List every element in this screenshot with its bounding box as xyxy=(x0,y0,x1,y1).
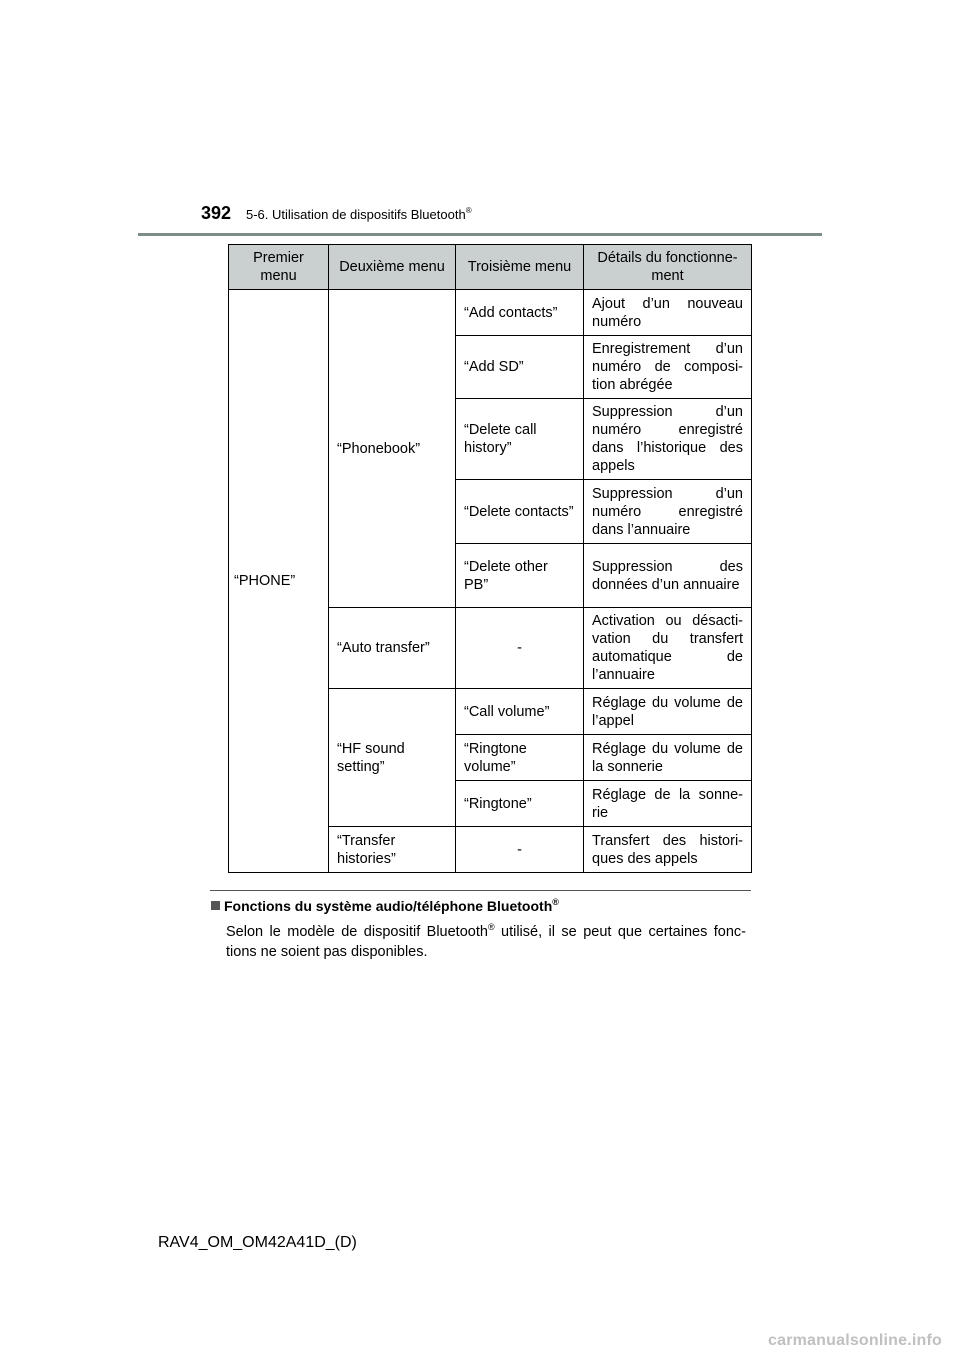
second-menu-cell: “Transfer histories” xyxy=(329,827,456,873)
header-rule xyxy=(138,233,822,236)
third-menu-cell: “Add contacts” xyxy=(456,290,584,336)
detail-cell: Ajout d’un nouveau numéro xyxy=(584,290,752,336)
col-header-details: Détails du fonctionne-ment xyxy=(584,245,752,290)
note-body xyxy=(226,917,746,962)
third-menu-cell: “Delete contacts” xyxy=(456,480,584,544)
section-title-text: 5-6. Utilisation de dispositifs Bluetooth xyxy=(246,207,466,222)
third-menu-cell: “Delete other PB” xyxy=(456,544,584,608)
note-body-text-cont: utilisé, il se peut que certaines fonc-tions ne soient pas disponibles. xyxy=(226,924,746,960)
first-menu-cell: “PHONE” xyxy=(229,290,329,873)
detail-cell: Activation ou désacti-vation du transfert automatique de l’annuaire xyxy=(584,608,752,689)
second-menu-cell: “Auto transfer” xyxy=(329,608,456,689)
col-header-second-menu: Deuxième menu xyxy=(329,245,456,290)
registered-mark: ® xyxy=(465,206,472,215)
note-rule xyxy=(210,890,751,891)
third-menu-cell: - xyxy=(456,827,584,873)
third-menu-cell: “Ringtone” xyxy=(456,781,584,827)
detail-cell: Transfert des histori-ques des appels xyxy=(584,827,752,873)
third-menu-cell: “Ringtone volume” xyxy=(456,735,584,781)
third-menu-cell: “Delete call history” xyxy=(456,399,584,480)
detail-cell: Suppression d’un numéro enregistré dans l’historique des appels xyxy=(584,399,752,480)
square-bullet-icon xyxy=(211,901,220,910)
menu-table xyxy=(228,244,752,873)
second-menu-cell: “Phonebook” xyxy=(329,290,456,608)
third-menu-cell: - xyxy=(456,608,584,689)
col-header-first-menu: Premier menu xyxy=(229,245,329,290)
note-heading-text: Fonctions du système audio/téléphone Bluetooth xyxy=(224,898,553,914)
detail-cell: Enregistrement d’un numéro de composi-tion abrégée xyxy=(584,336,752,399)
watermark: carmanualsonline.info xyxy=(768,1332,943,1349)
table-header-row xyxy=(229,245,752,290)
detail-cell: Réglage de la sonne-rie xyxy=(584,781,752,827)
note-body-text: Selon le modèle de dispositif Bluetooth xyxy=(226,924,488,940)
third-menu-cell: “Call volume” xyxy=(456,689,584,735)
registered-mark: ® xyxy=(487,922,495,932)
page-number: 392 xyxy=(201,203,232,223)
detail-cell: Suppression d’un numéro enregistré dans l’annuaire xyxy=(584,480,752,544)
detail-cell: Réglage du volume de l’appel xyxy=(584,689,752,735)
col-header-third-menu: Troisième menu xyxy=(456,245,584,290)
second-menu-cell: “HF sound setting” xyxy=(329,689,456,827)
table-row xyxy=(229,290,752,336)
registered-mark: ® xyxy=(552,897,559,907)
detail-cell: Réglage du volume de la sonnerie xyxy=(584,735,752,781)
detail-cell: Suppression des données d’un annuaire xyxy=(584,544,752,608)
third-menu-cell: “Add SD” xyxy=(456,336,584,399)
footer-doc-code: RAV4_OM_OM42A41D_(D) xyxy=(158,1234,357,1251)
section-title xyxy=(246,206,472,222)
note-heading xyxy=(211,897,559,914)
